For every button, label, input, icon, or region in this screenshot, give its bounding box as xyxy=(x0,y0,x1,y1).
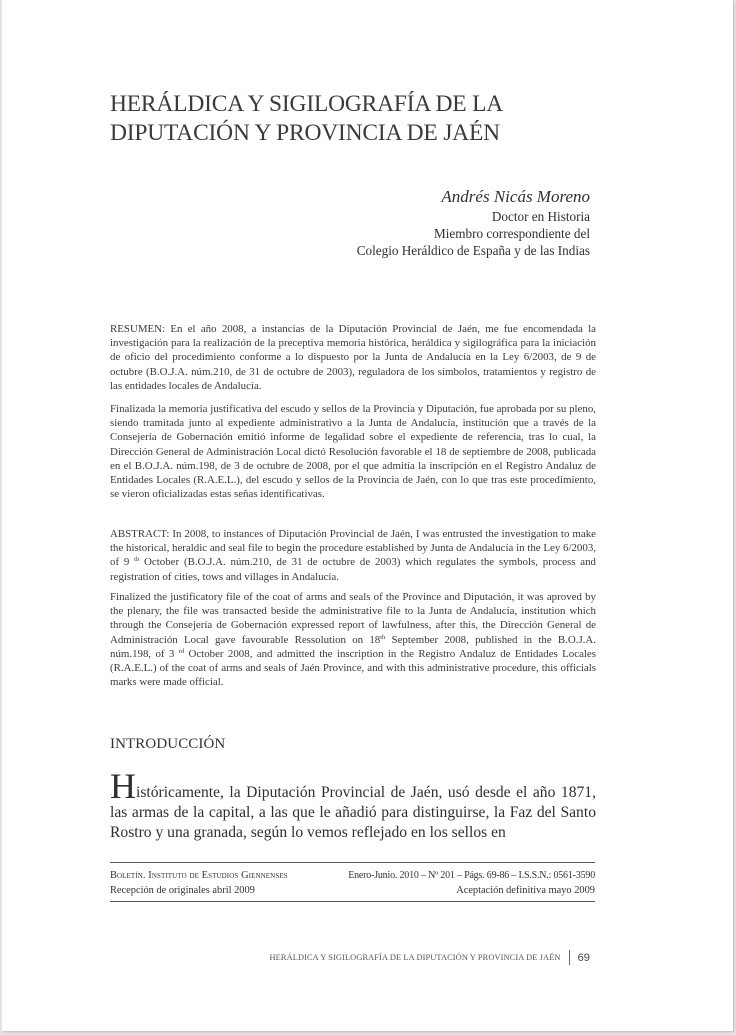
abstract-paragraph-2 xyxy=(110,590,596,689)
title-line-2: DIPUTACIÓN Y PROVINCIA DE JAÉN xyxy=(110,120,500,146)
title-line-1: HERÁLDICA Y SIGILOGRAFÍA DE LA xyxy=(110,91,504,117)
abstract-p1-text-b: October (B.O.J.A. núm.210, de 31 de octubre de 2003) which regulates the symbols, process and registration of cities, tows and villages in Andalucía. xyxy=(110,556,596,583)
author-block xyxy=(357,186,590,259)
introduction-text: istóricamente, la Diputación Provincial de Jaén, usó desde el año 1871, las armas de la capital, a las que le añadió para distinguirse, la Faz del Santo Rostro y una granada, según lo vemos reflejado en los sellos en xyxy=(110,784,596,842)
resumen-paragraph-2: Finalizada la memoria justificativa del escudo y sellos de la Provincia y Diputación, fue aprobada por su pleno, siendo tramitada junto al expediente administrativo a la Junta de Andalucía, institución que a través de la Consejería de Gobernación emitió informe de legalidad sobre el expediente de referencia, tras lo cual, la Dirección General de Administración Local dictó Resolución favorable el 18 de septiembre de 2008, publicada en el B.O.J.A. núm.198, de 3 de octubre de 2008, por el que admitía la inscripción en el Registro Andaluz de Entidades Locales (R.A.E.L.), del escudo y sellos de la Provincia de Jaén, con lo que tras este procedimiento, se vieron oficializadas estas señas identificativas. xyxy=(110,403,596,501)
footer-rule-bottom xyxy=(110,901,595,902)
abstract-p2-sup-2: rd xyxy=(178,647,185,655)
abstract-p2-text-a: Finalized the justificatory file of the coat of arms and seals of the Province and Diputación, it was aproved by the plenary, the file was transacted beside the administrative file to la Junta de Andalucía, institution which through the Consejería de Gobernación expressed report of lawfulness, after this, the Dirección General de Administración Local gave favourable Ressolution on 18 xyxy=(110,591,596,646)
abstract-p1-sup: th xyxy=(134,556,140,564)
page-number: 69 xyxy=(577,951,590,964)
abstract-paragraph-1 xyxy=(110,527,596,584)
abstract-p2-text-b: September 2008, published in the B.O.J.A. núm.198, of 3 xyxy=(110,633,596,660)
abstract-p2-sup-1: th xyxy=(380,633,386,641)
received-date: Recepción de originales abril 2009 xyxy=(110,885,255,896)
author-membership: Miembro correspondiente del xyxy=(433,226,590,241)
abstract-p1-text-a: ABSTRACT: In 2008, to instances of Diputación Provincial de Jaén, I was entrusted the investigation to make the historical, heraldic and seal file to begin the procedure established by Junta de Andalucía in the Ley 6/2003, of 9 xyxy=(110,528,596,569)
document-page xyxy=(1,0,733,1031)
journal-name: Boletín. Instituto de Estudios Giennenses xyxy=(110,870,288,881)
section-heading-introduccion: INTRODUCCIÓN xyxy=(110,736,226,752)
drop-cap: H xyxy=(110,766,136,806)
author-institution: Colegio Heráldico de España y de las Indias xyxy=(356,243,590,258)
author-name: Andrés Nicás Moreno xyxy=(441,187,590,206)
author-degree: Doctor en Historia xyxy=(491,209,590,224)
footer-row-dates xyxy=(110,884,595,897)
running-head-separator xyxy=(569,950,570,965)
running-head-title: HERÁLDICA Y SIGILOGRAFÍA DE LA DIPUTACIÓN Y PROVINCIA DE JAÉN xyxy=(269,953,561,962)
running-head xyxy=(270,950,590,965)
issue-info: Enero-Junio. 2010 – Nº 201 – Págs. 69-86 – I.S.S.N.: 0561-3590 xyxy=(348,870,595,881)
introduction-body xyxy=(110,766,596,844)
resumen-paragraph-1: RESUMEN: En el año 2008, a instancias de la Diputación Provincial de Jaén, me fue encomendada la investigación para la realización de la preceptiva memoria histórica, heráldica y sigilográfica para la iniciación de oficio del procedimiento conforme a lo dispuesto por la Junta de Andalucía en la Ley 6/2003, de 9 de octubre (B.O.J.A. núm.210, de 31 de octubre de 2003), reguladora de los símbolos, tratamientos y registro de las entidades locales de Andalucía. xyxy=(110,323,596,392)
article-title xyxy=(110,90,610,148)
footer-rule-top xyxy=(110,862,595,863)
abstract-p2-text-c: October 2008, and admitted the inscription in the Registro Andaluz de Entidades Locales (R.A.E.L.) of the coat of arms and seals of Jaén Province, and with this administrative procedure, this officials marks were made official. xyxy=(110,647,596,689)
footer-row-journal xyxy=(110,869,595,882)
accepted-date: Aceptación definitiva mayo 2009 xyxy=(456,885,595,896)
